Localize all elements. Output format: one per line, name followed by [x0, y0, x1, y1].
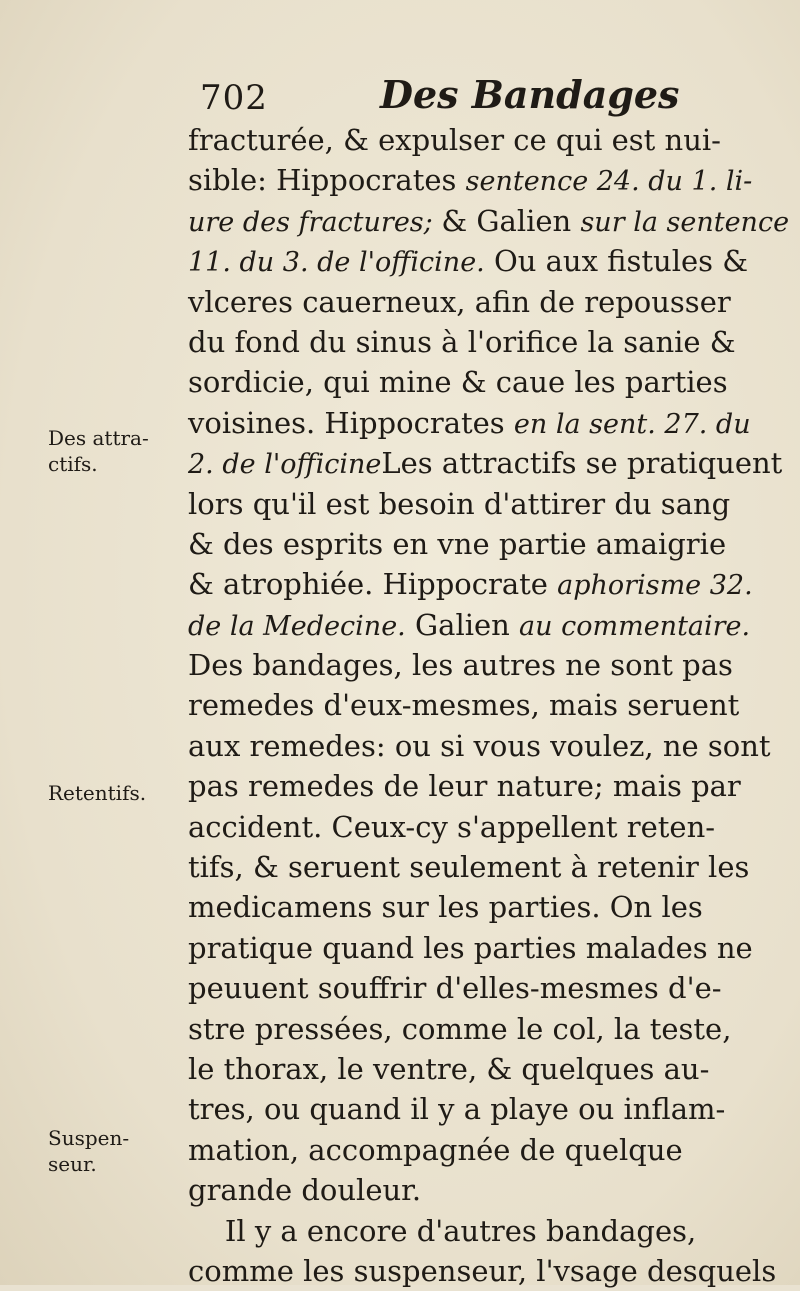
italic-citation: aphorisme 32. [557, 570, 753, 602]
margin-note-attractifs: Des attra- ctifs. [48, 426, 149, 476]
text-line [188, 645, 768, 685]
italic-citation: au commentaire. [519, 610, 751, 642]
text-line [188, 1170, 768, 1210]
text-run: sible: Hippocrates [188, 163, 466, 198]
text-run: & des esprits en vne partie amaigrie [188, 526, 727, 561]
text-run: & Galien [441, 203, 581, 238]
text-line [188, 726, 771, 766]
italic-citation: 2. de l'officine [188, 449, 382, 481]
text-run: lors qu'il est besoin d'attirer du sang [188, 486, 731, 521]
italic-citation: en la sent. 27. du [513, 408, 751, 440]
text-run: sordicie, qui mine & caue les parties [188, 365, 728, 400]
text-run: Il y a encore d'autres bandages, [188, 1213, 697, 1248]
text-run: pas remedes de leur nature; mais par [188, 769, 741, 804]
italic-citation: sentence 24. du 1. li- [465, 166, 753, 198]
text-line [188, 322, 768, 362]
text-run: accident. Ceux-cy s'appellent reten- [188, 809, 716, 844]
text-run: fracturée, & expulser ce qui est nui- [188, 123, 721, 157]
text-line [188, 484, 768, 524]
text-line [188, 1049, 768, 1089]
text-line [188, 1089, 768, 1129]
text-line [188, 1130, 768, 1170]
text-line [188, 403, 768, 443]
text-line [188, 928, 768, 968]
text-line [188, 120, 768, 160]
text-line [188, 887, 768, 927]
text-line [188, 201, 790, 241]
text-run: aux remedes: ou si vous voulez, ne sont [188, 728, 771, 763]
text-line [188, 1009, 768, 1049]
text-line [188, 685, 768, 725]
text-line [188, 160, 768, 200]
text-run: peuuent souffrir d'elles-mesmes d'e- [188, 971, 722, 1006]
text-line [188, 282, 768, 322]
margin-note-retentifs: Retentifs. [48, 781, 147, 805]
text-run: remedes d'eux-mesmes, mais seruent [188, 688, 740, 723]
italic-citation: 11. du 3. de l'officine. [188, 247, 485, 279]
text-run: pratique quand les parties malades ne [188, 930, 753, 965]
text-line [188, 443, 783, 483]
text-run: voisines. Hippocrates [188, 405, 514, 440]
text-run: le thorax, le ventre, & quelques au- [188, 1051, 710, 1086]
text-line [188, 564, 768, 604]
text-line [188, 605, 768, 645]
text-line [188, 766, 768, 806]
text-run: du fond du sinus à l'orifice la sanie & [188, 324, 736, 359]
text-line [188, 847, 768, 887]
text-run: stre pressées, comme le col, la teste, [188, 1011, 732, 1046]
text-run: Les attractifs se pratiquent [381, 446, 783, 481]
text-run: tifs, & seruent seulement à retenir les [188, 850, 750, 885]
text-line [188, 1211, 768, 1251]
text-line [188, 1251, 777, 1291]
text-run: vlceres cauerneux, afin de repousser [188, 284, 731, 319]
page-number: 702 [200, 78, 268, 118]
italic-citation: de la Medecine. [188, 610, 406, 642]
margin-note-suspenseur: Suspen- seur. [48, 1126, 130, 1176]
body-text [188, 120, 790, 1291]
text-line [188, 807, 768, 847]
text-run: comme les suspenseur, l'vsage desquels [188, 1253, 777, 1288]
italic-citation: sur la sentence [580, 206, 790, 238]
text-line [188, 241, 768, 281]
text-run: medicamens sur les parties. On les [188, 890, 703, 925]
text-run: Ou aux fistules & [484, 244, 749, 279]
text-run: Des bandages, les autres ne sont pas [188, 648, 733, 683]
text-line [188, 968, 768, 1008]
text-run: mation, accompagnée de quelque [188, 1132, 683, 1167]
text-line [188, 524, 768, 564]
running-title: Des Bandages [380, 72, 680, 117]
text-run: Galien [405, 607, 520, 642]
text-line [188, 362, 768, 402]
text-run: grande douleur. [188, 1173, 422, 1208]
text-run: tres, ou quand il y a playe ou inflam- [188, 1092, 726, 1127]
text-run: & atrophiée. Hippocrate [188, 567, 558, 602]
italic-citation: ure des fractures; [188, 206, 442, 238]
page-header [200, 72, 760, 122]
